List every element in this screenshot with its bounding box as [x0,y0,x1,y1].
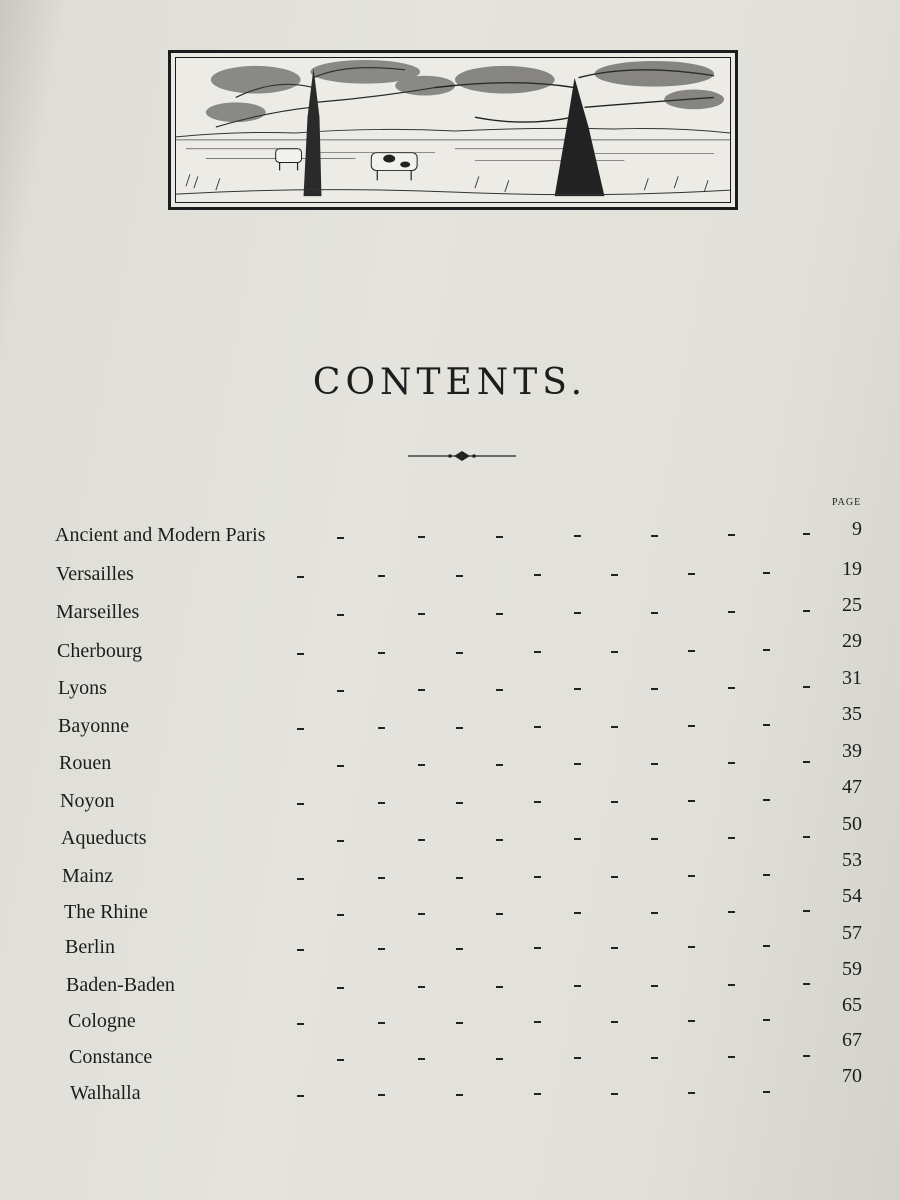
leader-dash [418,764,425,766]
entry-title: Rouen [59,752,112,774]
leader-dash [651,1057,658,1059]
leader-dash [651,763,658,765]
entry-title: Aqueducts [61,827,147,849]
leader-dash [803,836,810,838]
leader-dash [728,687,735,689]
leader-dash [803,761,810,763]
entry-page-number: 65 [842,994,862,1016]
leader-dash [651,912,658,914]
leader-dash [611,726,618,728]
entry-title: Versailles [56,563,134,585]
leader-dash [728,534,735,536]
leader-dash [456,1094,463,1096]
leader-dash [803,533,810,535]
leader-dash [574,838,581,840]
leader-dash [456,877,463,879]
entry-page-number: 31 [842,667,862,689]
entry-page-number: 9 [852,518,862,540]
leader-dash [378,652,385,654]
entry-page-number: 47 [842,776,862,798]
leader-dash [378,802,385,804]
leader-dash [496,613,503,615]
leader-dash [456,1022,463,1024]
leader-dash [418,613,425,615]
leader-dash [418,689,425,691]
leader-dash [418,1058,425,1060]
leader-dash [297,878,304,880]
entry-title: Walhalla [70,1082,141,1104]
leader-dash [763,1091,770,1093]
leader-dash [728,1056,735,1058]
leader-dash [611,947,618,949]
leader-dash [574,763,581,765]
leader-dash [418,913,425,915]
leader-dash [763,572,770,574]
leader-dash [378,575,385,577]
leader-dash [763,799,770,801]
leader-dash [574,985,581,987]
leader-dash [728,837,735,839]
leader-dash [611,1093,618,1095]
leader-dash [496,764,503,766]
leader-dash [496,1058,503,1060]
leader-dash [378,727,385,729]
leader-dash [763,1019,770,1021]
leader-dash [337,987,344,989]
entry-title: Constance [69,1046,153,1068]
entry-page-number: 29 [842,630,862,652]
entry-page-number: 53 [842,849,862,871]
leader-dash [688,1092,695,1094]
leader-dash [728,762,735,764]
leader-dash [496,986,503,988]
entry-page-number: 39 [842,740,862,762]
leader-dash [611,1021,618,1023]
leader-dash [728,911,735,913]
leader-dash [378,1022,385,1024]
leader-dash [534,1093,541,1095]
leader-dash [763,649,770,651]
entry-title: Cologne [68,1010,136,1032]
leader-dash [688,946,695,948]
leader-dash [728,984,735,986]
leader-dash [337,914,344,916]
leader-dash [803,1055,810,1057]
leader-dash [496,913,503,915]
entry-title: The Rhine [64,901,148,923]
leader-dash [337,1059,344,1061]
leader-dash [378,1094,385,1096]
leader-dash [297,728,304,730]
leader-dash [803,910,810,912]
leader-dash [611,801,618,803]
leader-dash [456,652,463,654]
leader-dash [534,726,541,728]
entry-title: Mainz [62,865,114,887]
leader-dash [297,1023,304,1025]
leader-dash [803,983,810,985]
entry-page-number: 57 [842,922,862,944]
leader-dash [688,725,695,727]
leader-dash [651,612,658,614]
leader-dash [456,727,463,729]
entry-page-number: 19 [842,558,862,580]
leader-dash [574,1057,581,1059]
leader-dash [378,877,385,879]
contents-heading: CONTENTS. [312,362,588,404]
leader-dash [728,611,735,613]
entry-page-number: 25 [842,594,862,616]
leader-dash [651,688,658,690]
page-column-label: PAGE [832,497,862,508]
entry-title: Berlin [65,936,115,958]
leader-dash [534,651,541,653]
leader-dash [496,839,503,841]
leader-dash [651,535,658,537]
leader-dash [418,986,425,988]
leader-dash [418,536,425,538]
leader-dash [574,535,581,537]
leader-dash [688,875,695,877]
leader-dash [574,912,581,914]
leader-dash [456,802,463,804]
leader-dash [688,800,695,802]
entry-page-number: 54 [842,885,862,907]
leader-dash [456,575,463,577]
leader-dash [418,839,425,841]
leader-dash [337,840,344,842]
leader-dash [534,574,541,576]
entry-page-number: 50 [842,813,862,835]
leader-dash [534,947,541,949]
leader-dash [378,948,385,950]
entry-page-number: 35 [842,703,862,725]
leader-dash [611,876,618,878]
entry-title: Marseilles [56,601,140,623]
leader-dash [496,689,503,691]
leader-dash [574,612,581,614]
leader-dash [297,803,304,805]
leader-dash [297,949,304,951]
leader-dash [456,948,463,950]
entry-page-number: 67 [842,1029,862,1051]
entry-title: Bayonne [58,715,130,737]
leader-dash [297,653,304,655]
leader-dash [803,686,810,688]
leader-dash [611,651,618,653]
entry-title: Cherbourg [57,640,143,662]
leader-dash [763,945,770,947]
leader-dash [574,688,581,690]
leader-dash [297,1095,304,1097]
leader-dash [688,1020,695,1022]
entry-title: Noyon [60,790,115,812]
leader-dash [763,874,770,876]
leader-dash [337,537,344,539]
leader-dash [496,536,503,538]
leader-dash [688,650,695,652]
leader-dash [337,765,344,767]
entry-title: Lyons [58,677,107,699]
leader-dash [534,876,541,878]
leader-dash [337,690,344,692]
leader-dash [763,724,770,726]
entry-title: Ancient and Modern Paris [55,524,266,546]
leader-dash [534,1021,541,1023]
leader-dash [611,574,618,576]
leader-dash [651,838,658,840]
leader-dash [337,614,344,616]
entry-page-number: 59 [842,958,862,980]
leader-dash [297,576,304,578]
entry-page-number: 70 [842,1065,862,1087]
leader-dash [534,801,541,803]
leader-dash [688,573,695,575]
leader-dash [651,985,658,987]
leader-dash [803,610,810,612]
entry-title: Baden-Baden [66,974,175,996]
